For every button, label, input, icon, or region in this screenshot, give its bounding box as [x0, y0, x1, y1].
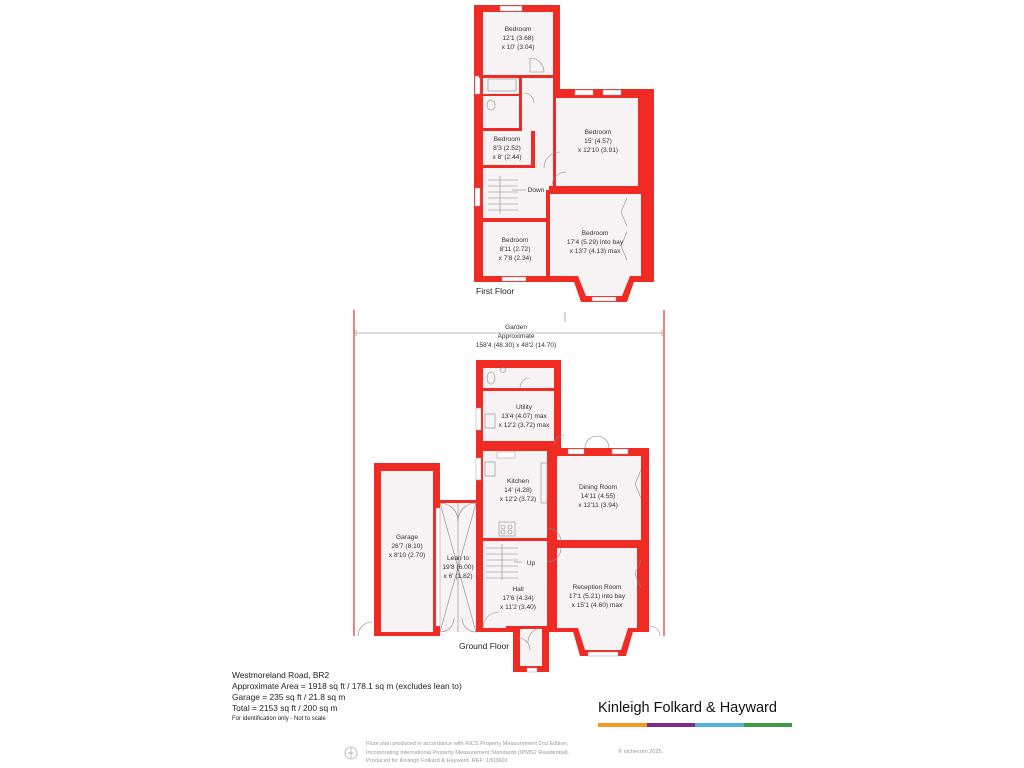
svg-text:Reception Room [572, 584, 622, 591]
window [475, 188, 480, 206]
svg-text:14' (4.28) [504, 487, 532, 494]
dining-label: Dining Room [578, 484, 618, 491]
bedroom-top-label: Bedroom [504, 26, 532, 33]
window [476, 408, 481, 430]
total-area-text: Total = 2153 sq ft / 200 sq m [232, 703, 338, 713]
svg-text:8'11 (2.72) [500, 246, 531, 253]
reception-dim2: x 15'1 (4.60) max [571, 602, 623, 609]
svg-text:26'7 (8.10) [391, 543, 422, 550]
brand-bar-green [744, 723, 793, 727]
window [500, 6, 522, 11]
svg-text:158'4 (48.30) x 48'2 (14.70) [476, 342, 557, 349]
svg-text:Garage [396, 534, 418, 541]
svg-text:First Floor [476, 286, 514, 296]
window [568, 449, 584, 454]
svg-text:x 12'10 (3.91) [578, 147, 618, 154]
disclaimer-text: For identification only - Not to scale [232, 716, 326, 722]
svg-text:17'4 (5.29) into bay [567, 239, 624, 246]
svg-text:Bedroom [502, 237, 529, 244]
svg-text:x 10' (3.04) [502, 44, 535, 51]
garden-label: Garden [505, 324, 527, 331]
bedroom-large-dim1: 15' (4.57) [584, 138, 612, 145]
svg-text:Hall [512, 586, 524, 593]
hall-dim1: 17'6 (4.34) [502, 595, 534, 602]
svg-text:x 8' (2.44) [492, 154, 521, 161]
bedroom-small-dim2: x 8' (2.44) [492, 154, 522, 161]
brand-bar-blue [695, 723, 744, 727]
bedroom-front-dim2: x 7'8 (2.34) [498, 255, 532, 262]
svg-text:17'1 (5.21) into bay [569, 593, 626, 600]
bedroom-front-dim1: 8'11 (2.72) [499, 246, 531, 253]
window [475, 76, 480, 94]
window [476, 458, 481, 480]
bedroom-bay-dim1: 17'4 (5.29) into bay [566, 239, 624, 246]
svg-text:Ground Floor [459, 641, 509, 651]
stairs-down-label: Down [527, 187, 545, 194]
window [592, 297, 616, 301]
svg-text:x 15'1 (4.60) max [572, 602, 623, 609]
garden-approx: Approximate [497, 333, 535, 340]
utility-dim2: x 12'2 (3.72) max [498, 422, 550, 429]
kitchen-label: Kitchen [507, 478, 529, 485]
bedroom-top-dim2: x 10' (3.04) [501, 44, 535, 51]
agent-logo: Kinleigh Folkard & Hayward [598, 700, 777, 716]
svg-text:x 6' (1.82) [443, 573, 472, 580]
garage-dim1: 26'7 (8.10) [391, 543, 423, 550]
svg-text:15' (4.57) [584, 138, 612, 145]
bedroom-top-dim1: 12'1 (3.68) [502, 35, 534, 42]
bedroom-bay-label: Bedroom [581, 230, 609, 237]
svg-text:x 13'7 (4.13) max [570, 248, 621, 255]
window [603, 90, 621, 95]
kitchen-dim2: x 12'2 (3.72) [499, 496, 537, 503]
svg-text:x 11'2 (3.40) [500, 604, 536, 611]
ground-floor-label: Ground Floor [459, 641, 510, 651]
svg-text:x 12'2 (3.72) [500, 496, 536, 503]
window [502, 277, 526, 281]
approx-area-text: Approximate Area = 1918 sq ft / 178.1 sq m (excludes lean to) [232, 681, 462, 691]
svg-text:Bedroom [494, 136, 521, 143]
window [612, 449, 628, 454]
brand-bar-orange [598, 723, 647, 727]
utility-dim1: 13'4 (4.07) max [501, 413, 547, 420]
brand-bar-purple [647, 723, 696, 727]
reception-label: Reception Room [572, 584, 622, 591]
dining-dim2: x 12'11 (3.94) [578, 502, 618, 509]
first-floor-plan [474, 5, 654, 302]
svg-text:13'4 (4.07) max [501, 413, 547, 420]
bedroom-front-label: Bedroom [501, 237, 529, 244]
hall-label: Hall [512, 586, 524, 593]
footer-notes [366, 740, 569, 766]
property-info [232, 670, 462, 725]
svg-text:Bedroom [585, 129, 612, 136]
address-text: Westmoreland Road, BR2 [232, 670, 330, 680]
svg-text:14'11 (4.55) [581, 493, 616, 500]
bedroom-bay-dim2: x 13'7 (4.13) max [569, 248, 621, 255]
dining-dim1: 14'11 (4.55) [580, 493, 616, 500]
kitchen-dim1: 14' (4.28) [504, 487, 532, 494]
first-floor-label: First Floor [476, 286, 515, 296]
bathroom-area [483, 78, 519, 94]
lean-to-dim1: 19'8 (6.00) [442, 564, 474, 571]
svg-text:Approximate [497, 333, 534, 340]
bedroom-large-label: Bedroom [584, 129, 612, 136]
svg-text:17'6 (4.34) [502, 595, 533, 602]
svg-text:x 12'11 (3.94) [578, 502, 618, 509]
garage-dim2: x 8'10 (2.70) [388, 552, 426, 559]
utility-label: Utility [515, 404, 533, 411]
svg-text:x 8'10 (2.70) [389, 552, 425, 559]
svg-text:8'3 (2.52) [493, 145, 521, 152]
bedroom-large-dim2: x 12'10 (3.91) [577, 147, 619, 154]
bedroom-small-dim1: 8'3 (2.52) [493, 145, 521, 152]
footer-line-1: Floor plan produced in accordance with RICS Property Measurement 2nd Edition, [366, 741, 569, 747]
ground-floor-plan [358, 360, 660, 672]
svg-text:Bedroom [582, 230, 609, 237]
svg-text:x 12'2 (3.72) max [499, 422, 550, 429]
footer-line-3: Produced for Kinleigh Folkard & Hayward. REF: 1303602 [366, 758, 508, 764]
wc-ground-area [483, 368, 554, 388]
svg-text:x 7'8 (2.34) [499, 255, 532, 262]
svg-text:19'8 (6.00) [442, 564, 473, 571]
lean-to-label: Lean to [447, 555, 469, 562]
svg-text:12'1 (3.68) [502, 35, 533, 42]
svg-text:Dining Room [579, 484, 618, 491]
stairwell-area [483, 168, 522, 218]
svg-text:Up [527, 560, 536, 567]
svg-text:Kitchen [507, 478, 529, 485]
rics-icon [344, 743, 358, 763]
hall-dim2: x 11'2 (3.40) [500, 604, 536, 611]
svg-text:Down [528, 187, 545, 194]
lean-to-dim2: x 6' (1.82) [443, 573, 473, 580]
svg-text:Lean to [447, 555, 469, 562]
window [588, 652, 618, 656]
window [436, 508, 440, 626]
garage-area-text: Garage = 235 sq ft / 21.8 sq m [232, 692, 346, 702]
reception-dim1: 17'1 (5.21) into bay [568, 593, 626, 600]
svg-text:Utility [516, 404, 533, 411]
stairs-up-label: Up [526, 560, 536, 567]
footer-credit: © nichecom 2025. [618, 749, 664, 755]
window [575, 90, 593, 95]
garage-label: Garage [396, 534, 418, 541]
garden-dims: 158'4 (48.30) x 48'2 (14.70) [475, 342, 557, 349]
svg-text:Bedroom [505, 26, 532, 33]
footer-line-2: Incorporating International Property Measurement Standards (IPMS2 Residential). [366, 749, 570, 756]
bedroom-small-label: Bedroom [493, 136, 521, 143]
brand-color-bar [598, 723, 792, 727]
svg-text:Garden [505, 324, 527, 331]
window [527, 668, 537, 672]
